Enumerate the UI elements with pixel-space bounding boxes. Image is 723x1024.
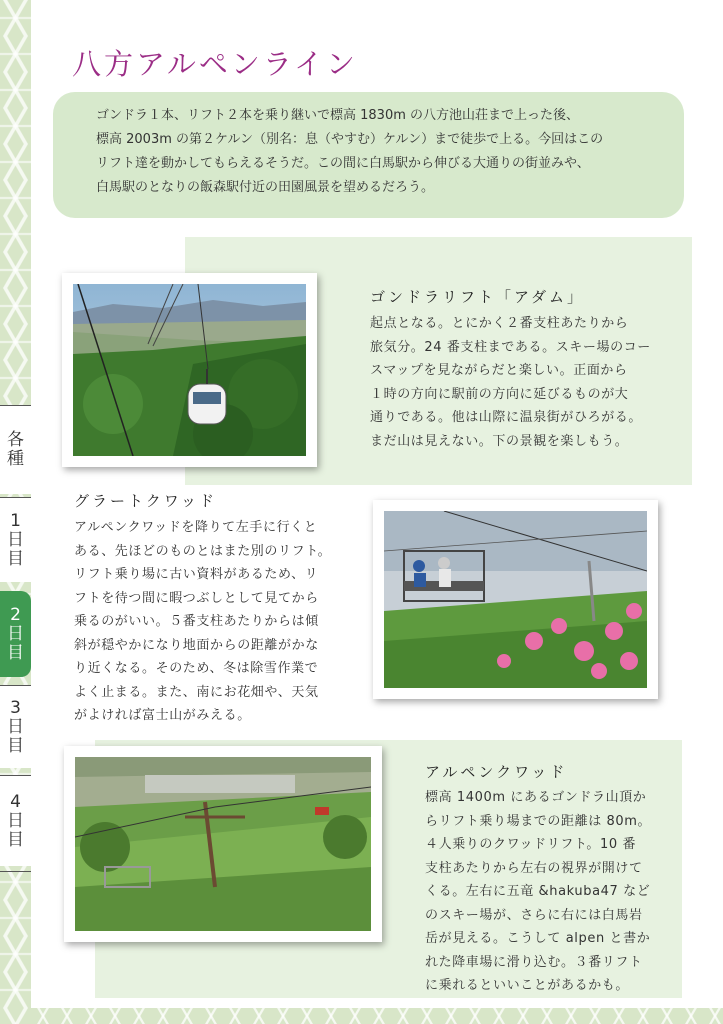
page-title: 八方アルペンライン [72, 47, 358, 81]
section-heading-alpen-quad: アルペンクワッド [425, 763, 568, 781]
chapter-tab-misc[interactable] [0, 405, 31, 494]
chapter-tab-label: 3日目 [7, 697, 24, 756]
nav-divider [0, 871, 31, 872]
chapter-tab-label: 1日目 [7, 510, 24, 569]
alpen-quad-photo [75, 757, 371, 931]
chapter-tab-day2[interactable] [0, 591, 31, 677]
section-heading-grat-quad: グラートクワッド [74, 492, 217, 510]
section-heading-adam: ゴンドラリフト「アダム」 [370, 288, 585, 306]
chapter-tab-label: 4日目 [7, 791, 24, 850]
section-body-adam: 起点となる。とにかく２番支柱あたりから 旅気分。24 番支柱まである。スキー場のコー スマップを見ながらだと楽しい。正面から １時の方向に駅前の方向に延びるものが大 通りである。他は山際に温泉街がひろがる。 まだ山は見えない。下の景観を楽しもう。 [370, 316, 651, 449]
chapter-tab-day3[interactable] [0, 685, 31, 768]
photo-gondola-frame [62, 273, 317, 467]
photo-alpen-quad-frame [64, 746, 382, 942]
section-body-alpen-quad: 標高 1400m にあるゴンドラ山頂か らリフト乗り場までの距離は 80m。 ４人乗りのクワッドリフト。10 番 支柱あたりから左右の視界が開けて くる。左右に五竜 &hakuba47 など のスキー場が、さらに右には白馬岩 岳が見える。こうして alpen と書か れた降車場に滑り込む。３番リフト に乗れるといいことがあるかも。 [425, 790, 652, 993]
section-body-grat-quad: アルペンクワッドを降りて左手に行くと ある、先ほどのものとはまた別のリフト。 リフト乗り場に古い資料があるため、リ フトを待つ間に暇つぶしとして見てから 乗るのがいい。５番支柱あたりからは傾 斜が穏やかになり地面からの距離がかな り近くなる。そのため、冬は除雪作業で よく止まる。また、南にお花畑や、天気 がよければ富士山がみえる。 [74, 520, 332, 723]
intro-box [53, 92, 684, 218]
photo-chairlift-frame [373, 500, 658, 699]
chapter-tab-label: 各種 [7, 430, 24, 469]
decorative-bottom-pattern [31, 1008, 723, 1024]
intro-text: ゴンドラ１本、リフト２本を乗り継いで標高 1830m の八方池山荘まで上った後、 標高 2003m の第２ケルン（別名：息（やすむ）ケルン）まで徒歩で上る。今回はこの リフト達を動かしてもらえるそうだ。この間に白馬駅から伸びる大通りの街並みや、 白馬駅のとなりの飯森駅付近の田園風景を望めるだろう。 [96, 108, 604, 195]
chapter-tab-day4[interactable] [0, 775, 31, 866]
gondola-photo [73, 284, 306, 456]
chairlift-flowers-photo [384, 511, 647, 688]
chapter-tab-label: 2日目 [7, 604, 24, 663]
chapter-tab-day1[interactable] [0, 497, 31, 582]
